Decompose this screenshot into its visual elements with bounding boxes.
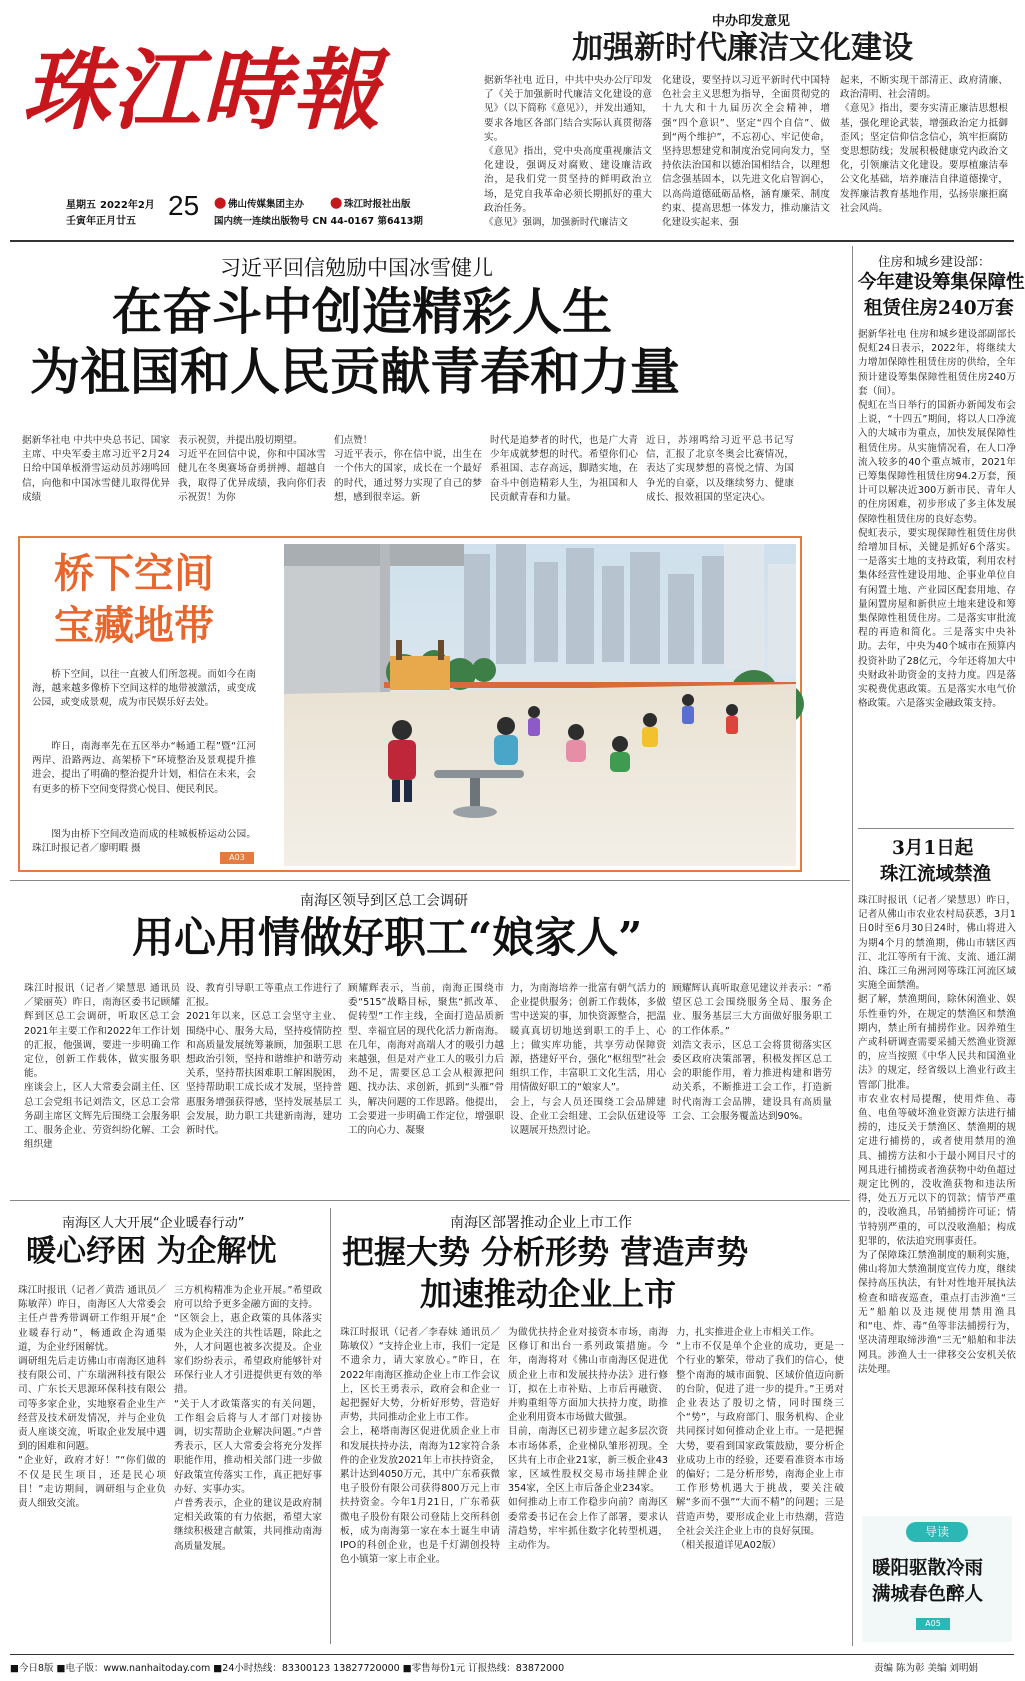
union-top-rule	[10, 880, 850, 881]
lead-story-headline-1: 在奋斗中创造精彩人生	[112, 282, 612, 341]
right-rule-1	[858, 828, 1014, 829]
fishing-story-text: 珠江时报讯（记者／梁慧思）昨日，记者从佛山市农业农村局获悉，3月1日0时至6月30日24时，佛山将进入为期4个月的禁渔期，佛山市辖区西江、北江等所有干流、支流、通江湖泊、珠江三角洲河网等珠江河流区域实施全面禁渔。 据了解，禁渔期间，除休闲渔业、娱乐性垂钓外，在规定的禁渔区和禁渔期内，禁止所有捕捞作业。因养殖生产或科研调查需要采捕天然渔业资源的，应当按照《中华人民共和国渔业法》的规定，经省级以上渔业行政主管部门批准。 市农业农村局提醒，使用炸鱼、毒鱼、电鱼等破坏渔业资源方法进行捕捞的，违反关于禁渔区、禁渔期的规定进行捕捞的，或者使用禁用的渔具、捕捞方法和小于最小网目尺寸的网具进行捕捞或者渔获物中幼鱼超过规定比例的，没收渔获物和违法所得，处五万元以下的罚款；情节严重的，没收渔具，吊销捕捞许可证；情节特别严重的，可以没收渔船；构成犯罪的，依法追究刑事责任。 为了保障珠江禁渔制度的顺利实施，佛山将加大禁渔制度宣传力度，继续保持高压执法，有针对性地开展执法检查和暗夜巡查，重点打击涉渔“三无”船舶以及违规使用禁用渔具和“电、炸、毒”鱼等非法捕捞行为，坚决清理取缔涉渔“三无”船舶和非法网具。涉渔人士一律移交公安机关依法处理。	[858, 895, 1016, 1375]
lead-story-col-3: 们点赞！ 习近平表示，你在信中说，出生在一个伟大的国家，成长在一个最好的时代，通过努力实现了自己的梦想，感到很幸运。新	[334, 435, 482, 503]
union-story	[10, 884, 850, 1214]
listing-story-col-1: 珠江时报讯（记者／李春妹 通讯员／陈敏仪）“支持企业上市，我们一定是不遗余力，请大家放心。”昨日，在2022年南海区推动企业上市工作会议上，区长王勇表示，政府会和企业一起把握好大势，分析好形势，营造好声势，共同推动企业上市工作。 会上，秘塔南海区促进优质企业上市和发展扶持办法，南海为12家符合条件的企业发放2021年上市扶持资金，累计达到4050万元，其中广东希荻微电子股份有限公司获得800万元上市扶持资金。今年1月21日，广东希荻微电子股份有限公司登陆上交所科创板，成为南海第一家在本土诞生申请IPO的科创企业，也是千灯湖创投特色小镇第一家上市企业。	[340, 1327, 500, 1566]
top-story	[484, 6, 1014, 236]
top-story-col-2: 化建设，要坚持以习近平新时代中国特色社会主义思想为指导，全面贯彻党的十九大和十九届历次全会精神，增强“四个意识”、坚定“四个自信”、做到“两个维护”，不忘初心、牢记使命，坚持思想建党和制度治党同向发力，坚持依法治国和以德治国相结合，以理想信念强基固本，以先进文化启智润心，以高尚道德砥砺品格，涵育廉荣、制度约束、提高思想一体发力，推动廉洁文化建设实起来、强	[662, 75, 830, 229]
sponsor-2-icon: ⬤	[330, 196, 343, 209]
congress-story-col-1: 珠江时报讯（记者／黄浩 通讯员／陈敏萍）昨日，南海区人大常委会主任卢普秀带调研工作组开展“企业暖春行动”，畅通政企沟通渠道，为企业纾困解忧。 调研组先后走访佛山市南海区迪科技有限公司、广东瑞洲科技有限公司、广东长天思源环保科技有限公司等多家企业，实地察看企业生产经营及技术研发情况，并与企业负责人座谈交流，听取企业发展中遇到的困难和问题。 “企业好，政府才好！”“你们做的不仅是民生项目，还是民心项目！”走访期间，调研组与企业负责人细致交流。	[18, 1285, 166, 1510]
guide-badge: 导读	[906, 1522, 968, 1542]
union-story-kicker: 南海区领导到区总工会调研	[300, 893, 468, 909]
sponsor-block	[214, 196, 454, 230]
housing-story-kicker: 住房和城乡建设部：	[878, 254, 991, 269]
date-line2: 壬寅年正月廿五	[66, 216, 136, 227]
fishing-story-headline-2: 珠江流域禁渔	[880, 864, 992, 885]
congress-story-col-2: 三方机构精准为企业开展。”希望政府可以给予更多金融方面的支持。 “区领会上，惠企政策的具体落实成为企业关注的共性话题，除此之外，人才问题也被多次提及。企业家们纷纷表示，希望政府能够针对环保行业人才引进提供更有效的举措。 “关于人才政策落实的有关问题，工作组会后将与人才部门对接协调，切实帮助企业解决问题。”卢普秀表示，区人大常委会将充分发挥职能作用，推动相关部门进一步做好政策宣传落实工作，真正把好事办好、实事办实。 卢普秀表示，企业的建议是政府制定相关政策的有力依据，希望大家继续积极建言献策，共同推动南海高质量发展。	[174, 1285, 322, 1552]
sponsor-logo-icon: ⬤	[214, 196, 227, 209]
listing-story-kicker: 南海区部署推动企业上市工作	[450, 1215, 632, 1231]
union-story-headline: 用心用情做好职工“娘家人”	[132, 913, 643, 962]
date-line1: 2022年2月	[100, 200, 155, 211]
lead-story	[10, 246, 850, 530]
congress-story	[10, 1208, 326, 1648]
listing-story	[336, 1208, 848, 1648]
top-story-kicker: 中办印发意见	[712, 14, 791, 29]
photo-feature-title-1: 桥下空间	[54, 550, 214, 597]
union-story-col-5: 顾耀辉认真听取意见建议并表示：“希望区总工会围绕服务全局、服务企业、服务基层三大方面做好服务职工的工作体系。” 刘浩文表示，区总工会将贯彻落实区委区政府决策部署，积极发挥区总工会的职能作用，着力推进构建和谐劳动关系，不断推进工会工作，打造新时代南海工会品牌，建设具有高质量工会、工会服务覆盖达到90%。	[672, 983, 832, 1122]
masthead-rule	[10, 240, 1014, 242]
lead-story-col-4: 时代是追梦者的时代，也是广大青少年成就梦想的时代。希望你们心系祖国、志存高远，脚踏实地，在奋斗中创造精彩人生，为祖国和人民贡献青春和力量。	[490, 435, 638, 503]
housing-story-headline-2: 租赁住房240万套	[864, 298, 1014, 319]
union-story-col-3: 顾耀辉表示，当前，南海正围绕市委“515”战略目标，聚焦“抓改革、促转型”工作主线，全面打造品质新型、幸福宜居的现代化活力新南海。在几年，南海对高端人才的吸引力越来越强，但是对产业工人的吸引力后劲不足，需要区总工会从根源把问题、找办法、求创新，抓到“头雁”骨头，解决问题的工作思路。他提出，工会要进一步明确工作定位，增强职工的向心力、凝聚	[348, 983, 504, 1137]
listing-story-headline-1: 把握大势 分析形势 营造声势	[342, 1233, 749, 1271]
photo-feature-para-3: 图为由桥下空间改造而成的桂城板桥运动公园。 珠江时报记者／廖明暇 摄	[32, 829, 256, 855]
fishing-story-headline-1: 3月1日起	[892, 838, 974, 859]
guide-box[interactable]	[862, 1516, 1012, 1642]
guide-title-2: 满城春色醉人	[872, 1584, 984, 1605]
top-story-col-1: 据新华社电 近日，中共中央办公厅印发了《关于加强新时代廉洁文化建设的意见》（以下简称《意见》），并发出通知，要求各地区各部门结合实际认真贯彻落实。 《意见》指出，党中央高度重视廉洁文化建设，强调反对腐败、建设廉洁政治，是我们党一贯坚持的鲜明政治立场，是党自我革命必须长期抓好的重大政治任务。 《意见》强调，加强新时代廉洁文	[484, 75, 652, 229]
photo-feature	[18, 536, 802, 872]
guide-title-1: 暖阳驱散冷雨	[872, 1558, 984, 1579]
lead-story-col-5: 近日，苏翊鸣给习近平总书记写信，汇报了北京冬奥会比赛情况，表达了实现梦想的喜悦之情、为国争光的自豪，以及继续努力、健康成长、报效祖国的坚定决心。	[646, 435, 794, 503]
sponsor-1: 佛山传媒集团主办	[228, 199, 305, 210]
footer-rule	[10, 1654, 1014, 1655]
union-story-col-4: 力，为南海培养一批富有朝气活力的企业提供服务；创新工作载体，多做雪中送炭的事，加快资源整合，把温暖真真切切地送到职工的手上、心上；做实库功能，共享劳动保障资源，搭建好平台，强化“枢纽型”社会组织工作，丰富职工文化生活，用心用情做好职工的“娘家人”。 会上，与会人员还围绕工会品牌建设、企业工会组建、工会队伍建设等议题展开热烈讨论。	[510, 983, 666, 1137]
cn-number: 国内统一连续出版物号 CN 44-0167 第6413期	[214, 216, 423, 227]
weekday: 星期五	[66, 200, 96, 211]
union-story-col-2: 设、教育引导职工等重点工作进行了汇报。 2021年以来，区总工会坚守主业、围绕中心、服务大局，坚持疫情防控和高质量发展统筹兼顾，加强职工思想政治引领，坚持和谐维护和谐劳动关系，坚持帮扶困难职工解困脱困，坚持帮助职工成长成才发展，坚持普惠服务增强获得感，坚持发展基层工会发展，助力职工共建新南海，建功新时代。	[186, 983, 342, 1137]
housing-story	[858, 246, 1025, 824]
photo-feature-page-ref: A03	[220, 852, 254, 864]
photo-feature-para-1: 桥下空间，以往一直被人们所忽视。而如今在南海，越来越多像桥下空间这样的地带被激活，或变成公园，或变成景观，成为市民娱乐好去处。	[32, 669, 256, 709]
photo-feature-title-2: 宝藏地带	[54, 602, 214, 649]
lead-story-col-1: 据新华社电 中共中央总书记、国家主席、中央军委主席习近平2月24日给中国单板滑雪运动员苏翊鸣回信，向他和中国冰雪健儿取得优异成绩	[22, 435, 170, 503]
top-story-col-3: 起来，不断实现干部清正、政府清廉、政治清明、社会清朗。 《意见》指出，要夯实清正廉洁思想根基，强化理论武装，增强政治定力抵御歪风；坚定信仰信念信心，筑牢拒腐防变思想防线；发展积极健康党内政治文化，引领廉洁文化建设。要厚植廉洁奉公文化基础，培养廉洁自律道德操守，发挥廉洁教育基地作用，弘扬崇廉拒腐社会风尚。	[840, 75, 1008, 214]
listing-story-col-3: 力，扎实推进企业上市相关工作。 “上市不仅是单个企业的成功，更是一个行业的繁荣，带动了我们的信心，使整个南海的城市面貌、区域价值迈向新的台阶，促进了进一步的提升。”王勇对企业表达了殷切之情，同时围绕三个“势”，与政府部门、服务机构、企业共同探讨如何推动企业上市。一是把握大势，要看到国家政策鼓励，要分析企业成功上市的经验，还要看准资本市场的偏好；二是分析形势，南海企业上市工作形势机遇大于挑战，要关注破解“多而不强”“大而不精”的问题；三是营造声势，要形成企业上市热潮，营造全社会关注企业上市的良好氛围。 （相关报道详见A02版）	[676, 1327, 844, 1552]
housing-story-headline-1: 今年建设筹集保障性	[858, 272, 1025, 293]
listing-story-headline-2: 加速推动企业上市	[420, 1275, 677, 1313]
photo-feature-para-2: 昨日，南海率先在五区举办“畅通工程”暨“江河两岸、沿路两边、高架桥下”环境整治及景观提升推进会，提出了明确的整治提升计划，相信在未来，会有更多的桥下空间变得赏心悦目、便民利民。	[32, 741, 256, 795]
right-column-divider	[852, 246, 853, 1646]
footer-right: 责编 陈为彰 美编 刘明娟	[874, 1663, 979, 1674]
congress-story-headline: 暖心纾困 为企解忧	[26, 1234, 277, 1269]
lower-divider	[330, 1208, 331, 1644]
guide-page-ref: A05	[916, 1618, 950, 1630]
lead-story-headline-2: 为祖国和人民贡献青春和力量	[30, 342, 680, 401]
listing-story-col-2: 为做优扶持企业对接资本市场，南海区修订和出台一系列政策措施。今年，南海将对《佛山市南海区促进优质企业上市和发展扶持办法》进行修订，拟在上市补贴、上市后再融资、并购重组等方面加大扶持力度，助推企业利用资本市场做大做强。 目前，南海区已初步建立起多层次资本市场体系，企业梯队雏形初现。全区共有上市企业21家，新三板企业43家，区域性股权交易市场挂牌企业354家，全区上市后备企业234家。 如何推动上市工作稳步向前？南海区委常委书记在会上作了部署，要求认清趋势，牢牢抓住数字化转型机遇，主动作为。	[508, 1327, 668, 1552]
lower-rule	[10, 1200, 850, 1201]
lead-story-subhead: 习近平回信勉励中国冰雪健儿	[220, 256, 493, 280]
congress-story-kicker: 南海区人大开展“企业暖春行动”	[62, 1216, 245, 1231]
park-photo	[284, 544, 796, 866]
fishing-story	[858, 832, 1018, 1375]
top-story-headline: 加强新时代廉洁文化建设	[572, 30, 913, 66]
day-number: 25	[168, 190, 200, 221]
sponsor-2: 珠江时报社出版	[344, 199, 411, 210]
housing-story-text: 据新华社电 住房和城乡建设部副部长倪虹24日表示，2022年，将继续大力增加保障性租赁住房的供给，全年预计建设筹集保障性租赁住房240万套（间）。 倪虹在当日举行的国新办新闻发布会上说，“十四五”期间，将以人口净流入的大城市为重点，加快发展保障性租赁住房。从实施情况看，在人口净流入较多的40个重点城市，2021年已筹集保障性租赁住房94.2万套，预计可以解决近300万新市民、青年人的住房困难，初步形成了多主体发展保障性租赁住房的良好态势。 倪虹表示，要实现保障性租赁住房供给增加目标，关键是抓好6个落实。一是落实土地的支持政策，利用农村集体经营性建设用地、企事业单位自有闲置土地、产业园区配套用地、存量闲置房屋和新供应土地来建设和筹集保障性租赁住房。二是落实审批流程的再造和简化。三是落实中央补助。去年，中央为40个城市在预算内投资补助了28亿元，今年还将加大中央财政补助资金的支持力度。四是落实税费优惠政策。五是落实水电气价格政策。六是落实金融政策支持。	[858, 329, 1016, 710]
union-story-col-1: 珠江时报讯（记者／梁慧思 通讯员／梁丽英）昨日，南海区委书记顾耀辉到区总工会调研，听取区总工会2021年主要工作和2022年工作计划的汇报，他强调，要进一步明确工作定位，创新工作载体，做实服务职能。 座谈会上，区人大常委会副主任、区总工会党组书记刘浩文，区总工会常务副主席区文辉先后围绕工会服务职工、服务企业、劳资纠纷化解、工会组织建	[24, 983, 180, 1151]
lead-story-col-2: 表示祝贺，并提出殷切期望。 习近平在回信中说，你和中国冰雪健儿在冬奥赛场奋勇拼搏、超越自我，取得了优异成绩，我向你们表示祝贺！为你	[178, 435, 326, 503]
footer-left: ■今日8版 ■电子版：www.nanhaitoday.com ■24小时热线：83300123 13827720000 ■零售每份1元 订报热线：83872000	[10, 1663, 565, 1674]
masthead-logo: 珠江時報	[22, 38, 383, 142]
